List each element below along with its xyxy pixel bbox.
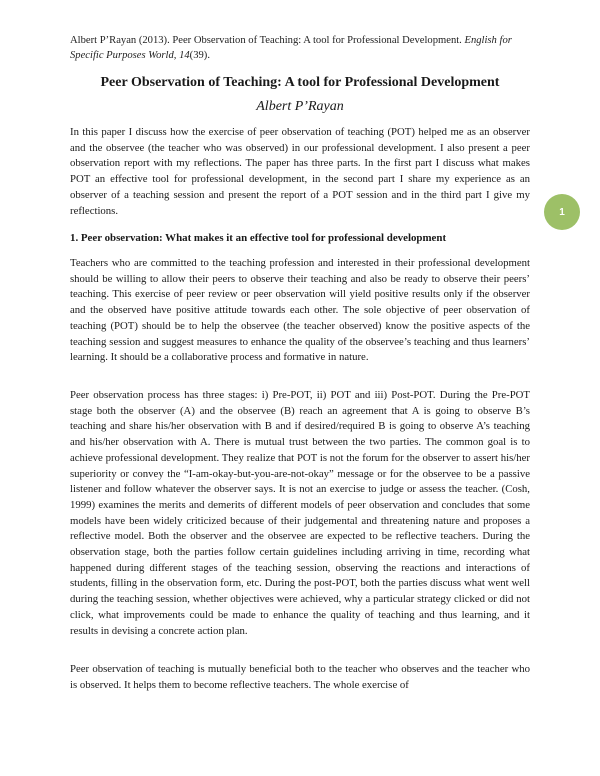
- citation-prefix: Albert P’Rayan (2013). Peer Observation of Teaching: A tool for Professional Development.: [70, 35, 462, 46]
- body-paragraph-2: Teachers who are committed to the teaching profession and interested in their professional development should be willing to allow their peers to observe their teaching and also be ready to observe their peers’ teaching. This exercise of peer review or peer observation will yield positive results only if the observer and the observed have positive attitude towards each other. The sole objective of peer observation of teaching (POT) should be to help the observee (the teacher observed) know the positive aspects of the teaching session and suggest measures to enhance the quality of the observee’s teaching and thus learners’ learning. It should be a collaborative process and formative in nature.: [70, 257, 530, 364]
- page-number-badge[interactable]: 1: [544, 194, 580, 230]
- citation-issue: (39).: [189, 50, 210, 61]
- body-paragraph-3: Peer observation process has three stages: i) Pre-POT, ii) POT and iii) Post-POT. During the Pre-POT stage both the observer (A) and the observee (B) reach an agreement that A is going to observe B’s teaching and share his/her observation with B and if desired/required B is going to observe A’s teaching and his/her observation with A. There is mutual trust between the two parties. The common goal is to achieve professional development. They realize that POT is not the forum for the observer to assert his/her superiority or convey the “I-am-okay-but-you-are-not-okay” message or for the observee to be a passive listener and follow whatever the observer says. It is not an exercise to judge or assess the teacher. (Cosh, 1999) examines the merits and demerits of different models of peer observation and concludes that some models have been widely criticized because of their judgemental and threatening nature and proposes a reflective model. Both the observer and the observee are expected to be reflective teachers. During the observation stage, both the parties follow certain guidelines including arriving in time, recording what happened during different stages of the teaching session, observing the reactions and interactions of students, filling in the observation form, etc. During the post-POT, both the parties discuss what went well during the teaching session, whether objectives were achieved, why a particular strategy clicked or did not click, what improvements could be made to enhance the quality of teaching and thus learning, and it results in devising a concrete action plan.: [70, 389, 530, 637]
- section-heading: 1. Peer observation: What makes it an effective tool for professional development: [70, 232, 447, 244]
- citation-journal: English for Specific Purposes World, 14: [70, 35, 512, 61]
- paper-title: Peer Observation of Teaching: A tool for Professional Development: [100, 75, 500, 90]
- body-paragraph-4: Peer observation of teaching is mutually beneficial both to the teacher who observes and the teacher who is observed. It helps them to become reflective teachers. The whole exercise of: [70, 663, 530, 691]
- citation-header: [70, 33, 540, 63]
- intro-paragraph: In this paper I discuss how the exercise of peer observation of teaching (POT) helped me as an observer and the observee (the teacher who was observed) in our professional development. I also present a peer observation report with my reflections. The paper has three parts. In the first part I discuss what makes POT an effective tool for professional development, in the second part I share my experience as an observer of a teaching session and present the report of a POT session and in the third part I give my reflections.: [70, 126, 530, 217]
- paper-author: Albert P’Rayan: [256, 99, 344, 114]
